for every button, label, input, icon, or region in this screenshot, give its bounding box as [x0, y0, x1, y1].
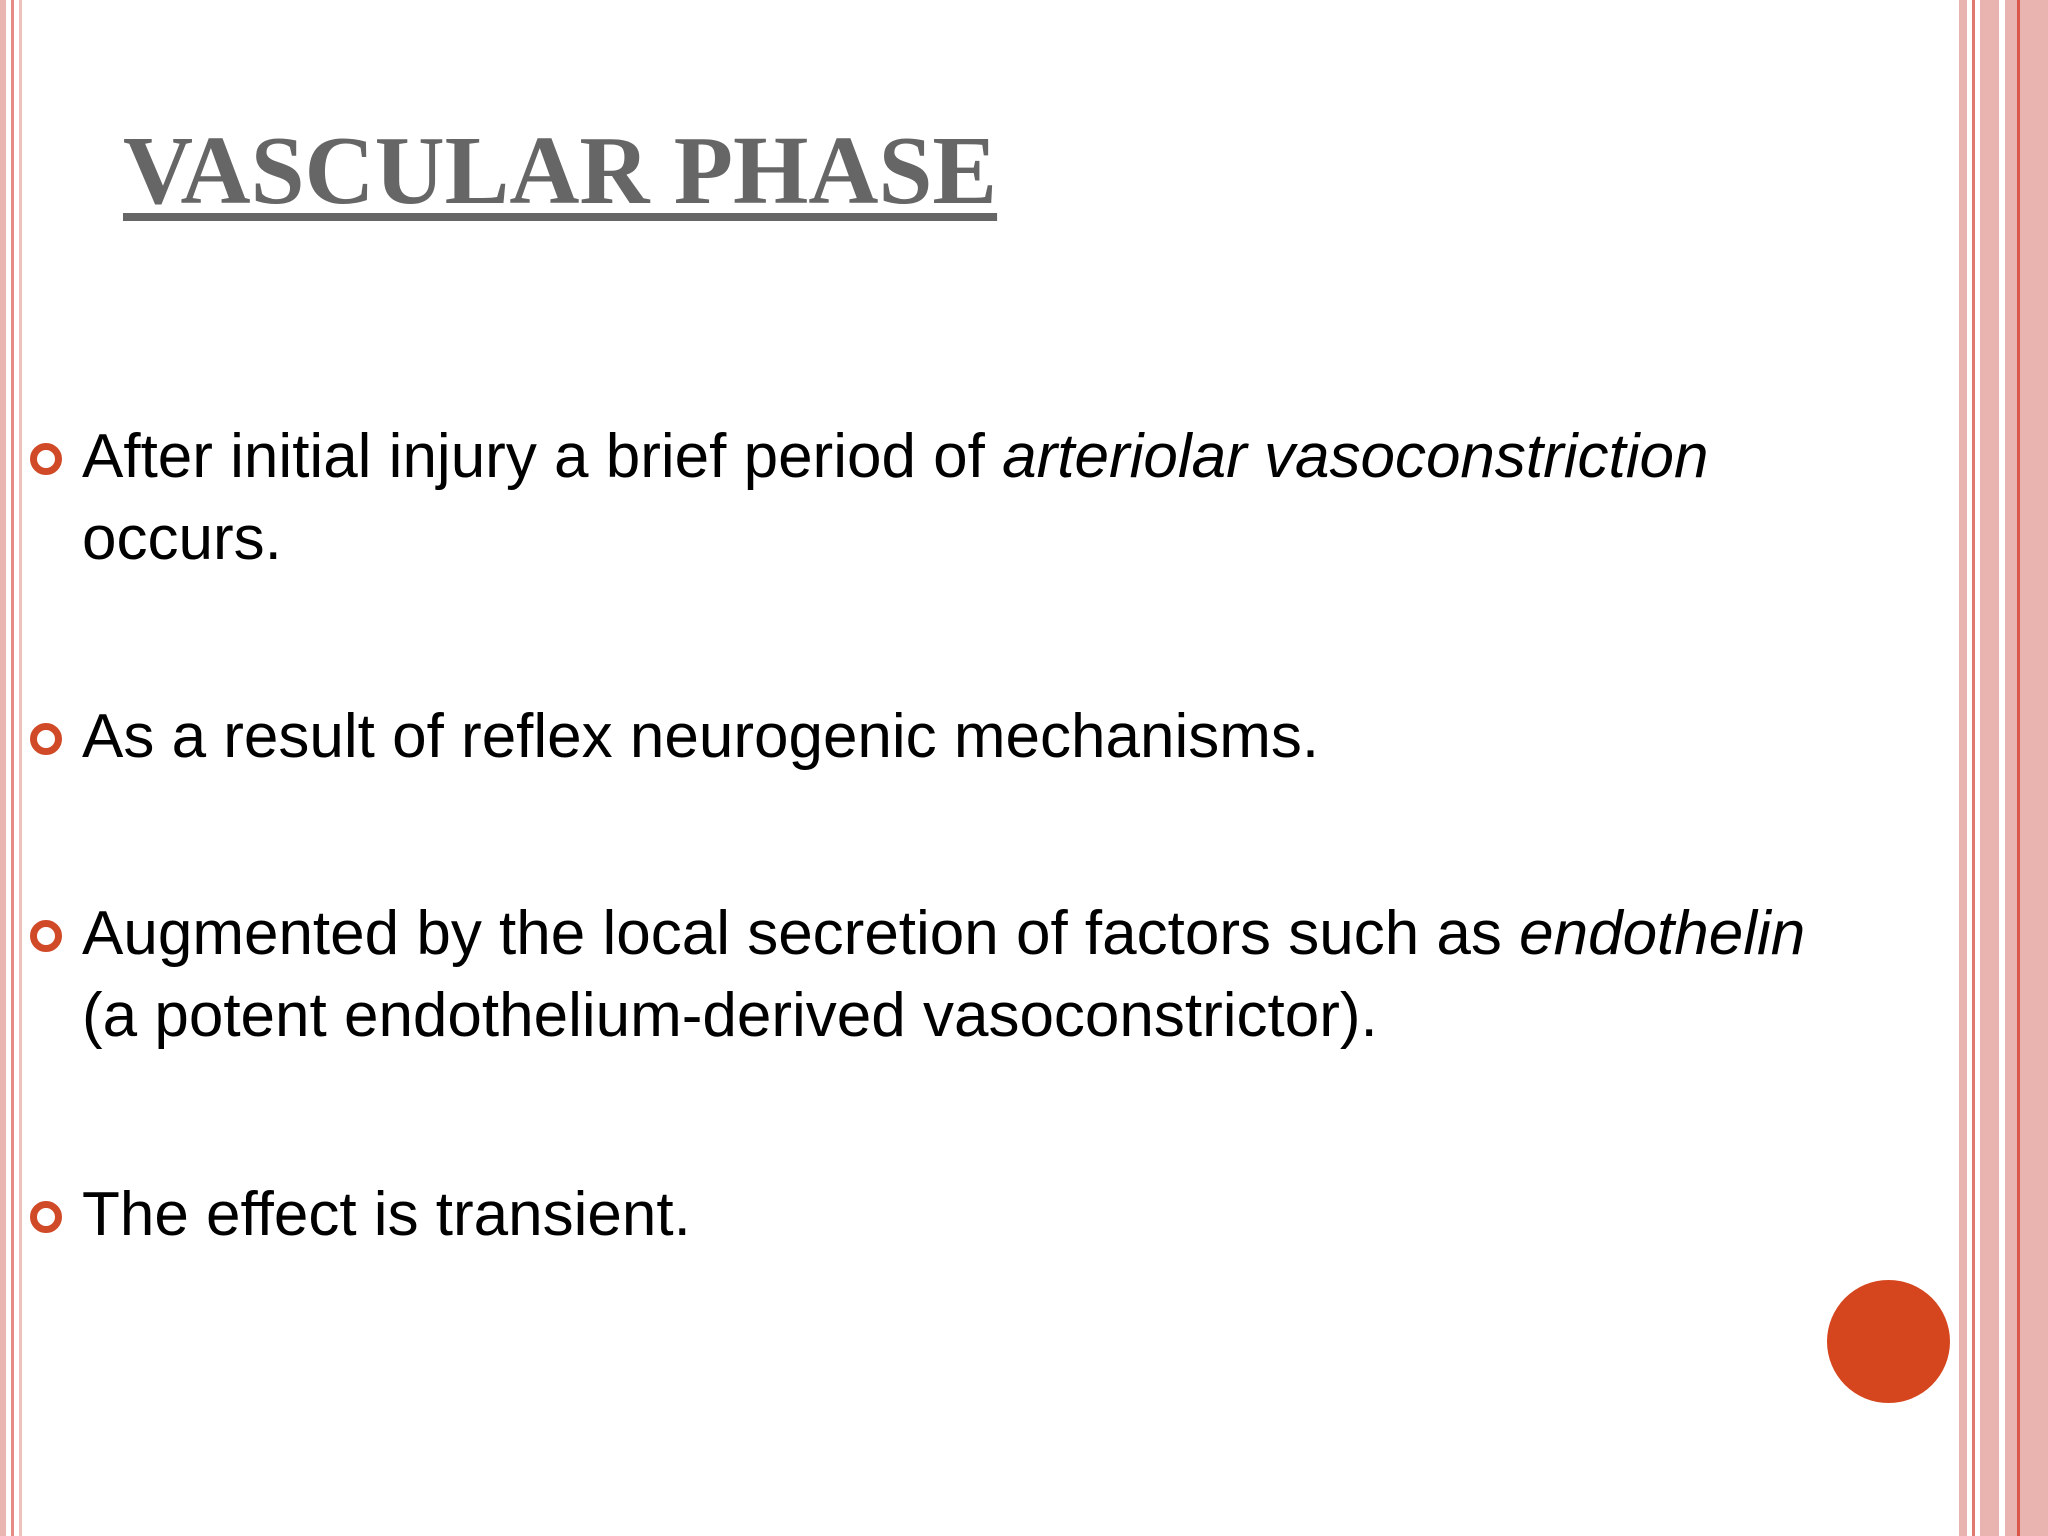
- bullet-text-4-line-1: The effect is transient.: [82, 1180, 691, 1249]
- slide-title: VASCULAR PHASE: [123, 117, 998, 224]
- bullet-text-3: [82, 893, 2012, 1057]
- bullet-text-1: [82, 416, 2012, 580]
- bullet-text-3-line-2: (a potent endothelium-derived vasoconstrictor).: [82, 981, 1378, 1050]
- decorative-orange-circle: [1827, 1280, 1950, 1403]
- bullet-text-4: [82, 1174, 2012, 1256]
- bullet-text-1-line-2: occurs.: [82, 504, 282, 573]
- bullet-ring-icon: [30, 920, 62, 952]
- bullet-text-2-line-1: As a result of reflex neurogenic mechanisms.: [82, 702, 1320, 771]
- left-decorative-border: [0, 0, 26, 1536]
- bullet-ring-icon: [30, 1201, 62, 1233]
- bullet-ring-icon: [30, 723, 62, 755]
- bullet-text-2: [82, 696, 2012, 778]
- bullet-text-1-emphasis: arteriolar vasoconstriction: [1002, 422, 1709, 491]
- bullet-text-3-part-a: Augmented by the local secretion of factors such as: [82, 899, 1520, 968]
- bullet-text-1-part-a: After initial injury a brief period of: [82, 422, 1003, 491]
- bullet-ring-icon: [30, 443, 62, 475]
- bullet-text-3-emphasis: endothelin: [1519, 899, 1806, 968]
